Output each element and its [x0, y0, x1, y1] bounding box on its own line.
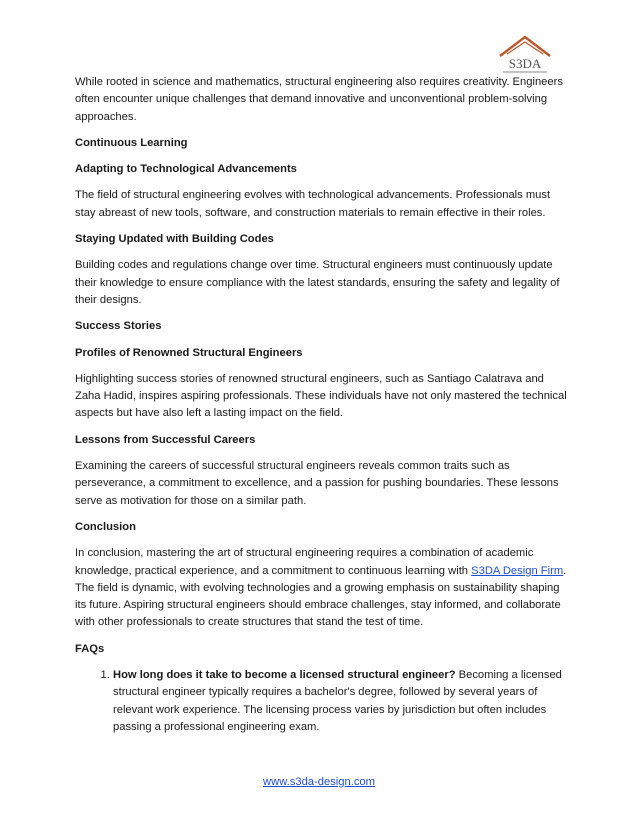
heading-faqs: FAQs	[75, 642, 105, 655]
faq-answer: Becoming a licensed structural engineer typically requires a bachelor's degree, followed by several years of relevant work experience. The licensing process varies by jurisdiction but often includes passing a professional engineering exam.	[113, 669, 562, 733]
paragraph-profiles: Highlighting success stories of renowned structural engineers, such as Santiago Calatrava and Zaha Hadid, inspires aspiring professionals. These individuals have not only mastered the technical aspects but have also left a lasting impact on the field.	[75, 372, 567, 420]
footer	[0, 776, 638, 788]
faq-list	[75, 667, 567, 736]
conclusion-text-end: . The field is dynamic, with evolving technologies and a growing emphasis on sustainability shaping its future. Aspiring structural engineers should embrace challenges, stay informed, and collaborate with other professionals to create structures that stand the test of time.	[75, 564, 567, 629]
faq-question: How long does it take to become a licensed structural engineer?	[113, 669, 456, 682]
heading-adapting: Adapting to Technological Advancements	[75, 163, 297, 176]
heading-lessons: Lessons from Successful Careers	[75, 433, 256, 446]
footer-website-link[interactable]: www.s3da-design.com	[263, 776, 375, 788]
paragraph-lessons: Examining the careers of successful structural engineers reveals common traits such as perseverance, a commitment to excellence, and a passion for pushing boundaries. These lessons serve as motivation for those on a similar path.	[75, 460, 559, 507]
heading-profiles: Profiles of Renowned Structural Engineers	[75, 346, 303, 359]
conclusion-text-start: In conclusion, mastering the art of structural engineering requires a combination of academic knowledge, practical experience, and a commitment to continuous learning with	[75, 547, 534, 577]
paragraph-adapting: The field of structural engineering evolves with technological advancements. Professionals must stay abreast of new tools, software, and construction materials to remain effective in their roles.	[75, 189, 551, 219]
heading-success-stories: Success Stories	[75, 320, 162, 333]
intro-paragraph: While rooted in science and mathematics, structural engineering also requires creativity. Engineers often encounter unique challenges that demand innovative and unconventional problem-solving approaches.	[75, 76, 563, 123]
paragraph-conclusion	[75, 545, 567, 631]
paragraph-building-codes: Building codes and regulations change over time. Structural engineers must continuously update their knowledge to ensure compliance with the latest standards, ensuring the safety and legality of their designs.	[75, 259, 560, 306]
s3da-logo	[497, 34, 553, 74]
document-body	[75, 74, 567, 736]
faq-item	[113, 667, 567, 736]
heading-conclusion: Conclusion	[75, 520, 136, 533]
s3da-design-firm-link[interactable]: S3DA Design Firm	[471, 564, 564, 577]
heading-continuous-learning: Continuous Learning	[75, 136, 188, 149]
logo-text: S3DA	[508, 56, 542, 71]
heading-building-codes: Staying Updated with Building Codes	[75, 233, 274, 246]
